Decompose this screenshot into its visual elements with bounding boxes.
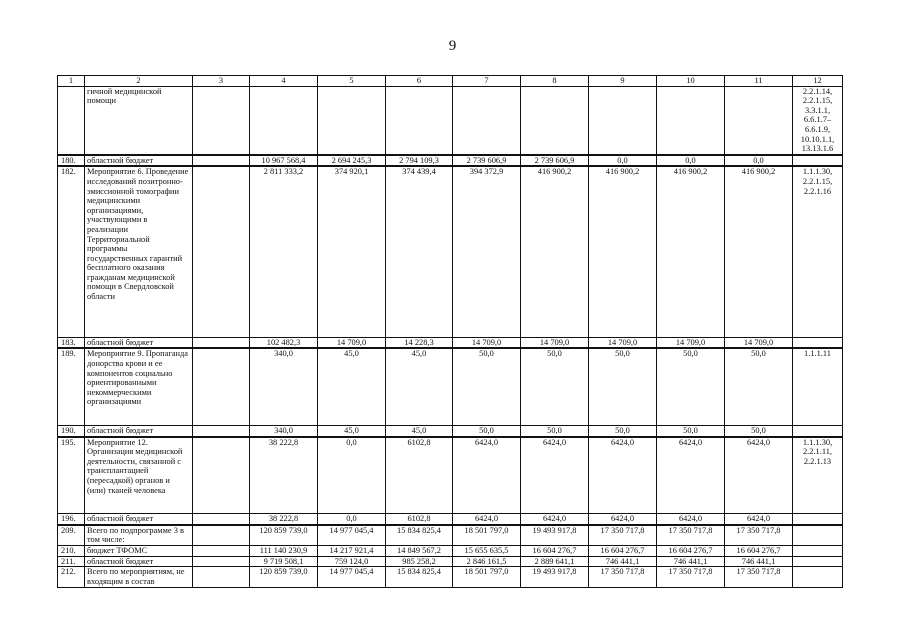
amount-cell: 6424,0 — [453, 514, 521, 525]
amount-cell: 14 709,0 — [589, 337, 657, 348]
amount-cell — [193, 425, 250, 436]
description-cell: областной бюджет — [85, 556, 193, 567]
amount-cell — [193, 437, 250, 514]
description-cell: областной бюджет — [85, 337, 193, 348]
amount-cell: 14 977 045,4 — [318, 567, 386, 588]
column-header: 5 — [318, 76, 386, 87]
amount-cell: 0,0 — [589, 155, 657, 167]
amount-cell: 746 441,1 — [589, 556, 657, 567]
amount-cell: 9 719 508,1 — [250, 556, 318, 567]
amount-cell: 985 258,2 — [386, 556, 453, 567]
amount-cell — [725, 86, 793, 155]
amount-cell — [193, 348, 250, 425]
amount-cell: 2 846 161,5 — [453, 556, 521, 567]
table-row — [58, 525, 843, 546]
amount-cell: 14 709,0 — [453, 337, 521, 348]
amount-cell — [193, 514, 250, 525]
amount-cell — [589, 86, 657, 155]
amount-cell — [193, 155, 250, 167]
amount-cell — [318, 86, 386, 155]
amount-cell: 16 604 276,7 — [725, 546, 793, 557]
amount-cell: 14 849 567,2 — [386, 546, 453, 557]
amount-cell: 6424,0 — [725, 514, 793, 525]
amount-cell: 50,0 — [725, 348, 793, 425]
column-header: 9 — [589, 76, 657, 87]
target-indicator-cell — [793, 525, 843, 546]
amount-cell: 45,0 — [318, 425, 386, 436]
amount-cell: 120 859 739,0 — [250, 525, 318, 546]
column-header: 12 — [793, 76, 843, 87]
amount-cell: 416 900,2 — [657, 166, 725, 337]
amount-cell — [193, 166, 250, 337]
amount-cell: 6424,0 — [453, 437, 521, 514]
target-indicator-cell: 1.1.1.30, 2.2.1.11, 2.2.1.13 — [793, 437, 843, 514]
amount-cell: 416 900,2 — [521, 166, 589, 337]
table-row — [58, 86, 843, 155]
amount-cell: 6424,0 — [657, 514, 725, 525]
row-number-cell: 210. — [58, 546, 85, 557]
amount-cell: 15 834 825,4 — [386, 567, 453, 588]
column-header: 6 — [386, 76, 453, 87]
amount-cell: 17 350 717,8 — [725, 567, 793, 588]
amount-cell: 18 501 797,0 — [453, 525, 521, 546]
row-number-cell: 212. — [58, 567, 85, 588]
amount-cell: 17 350 717,8 — [589, 567, 657, 588]
amount-cell: 14 228,3 — [386, 337, 453, 348]
row-number-cell: 190. — [58, 425, 85, 436]
table-row — [58, 556, 843, 567]
amount-cell: 16 604 276,7 — [521, 546, 589, 557]
description-cell: областной бюджет — [85, 514, 193, 525]
amount-cell: 340,0 — [250, 425, 318, 436]
amount-cell: 394 372,9 — [453, 166, 521, 337]
amount-cell: 50,0 — [657, 348, 725, 425]
amount-cell — [193, 556, 250, 567]
table-row — [58, 546, 843, 557]
table-row — [58, 425, 843, 436]
amount-cell: 2 794 109,3 — [386, 155, 453, 167]
table-row — [58, 155, 843, 167]
amount-cell: 6102,8 — [386, 514, 453, 525]
description-cell: гичной медицинской помощи — [85, 86, 193, 155]
column-header: 11 — [725, 76, 793, 87]
amount-cell — [193, 337, 250, 348]
amount-cell: 18 501 797,0 — [453, 567, 521, 588]
description-cell: областной бюджет — [85, 155, 193, 167]
amount-cell — [250, 86, 318, 155]
amount-cell — [386, 86, 453, 155]
amount-cell: 2 889 641,1 — [521, 556, 589, 567]
amount-cell: 416 900,2 — [589, 166, 657, 337]
amount-cell: 45,0 — [386, 348, 453, 425]
amount-cell: 17 350 717,8 — [657, 525, 725, 546]
amount-cell: 374 439,4 — [386, 166, 453, 337]
amount-cell: 374 920,1 — [318, 166, 386, 337]
amount-cell: 17 350 717,8 — [725, 525, 793, 546]
target-indicator-cell — [793, 556, 843, 567]
row-number-cell: 180. — [58, 155, 85, 167]
amount-cell — [453, 86, 521, 155]
amount-cell: 120 859 739,0 — [250, 567, 318, 588]
amount-cell: 45,0 — [386, 425, 453, 436]
amount-cell: 416 900,2 — [725, 166, 793, 337]
description-cell: областной бюджет — [85, 425, 193, 436]
amount-cell: 38 222,8 — [250, 437, 318, 514]
amount-cell: 50,0 — [521, 348, 589, 425]
column-header: 2 — [85, 76, 193, 87]
amount-cell: 2 739 606,9 — [521, 155, 589, 167]
amount-cell: 0,0 — [657, 155, 725, 167]
table-row — [58, 567, 843, 588]
row-number-cell: 195. — [58, 437, 85, 514]
amount-cell: 50,0 — [657, 425, 725, 436]
description-cell: Мероприятие 6. Проведение исследований позитронно-эмиссионной томографии медицинскими организациями, участвующими в реализации Территориальной программы государственных гарантий бесплатного оказания гражданам медицинской помощи в Свердловской области — [85, 166, 193, 337]
amount-cell: 2 811 333,2 — [250, 166, 318, 337]
target-indicator-cell — [793, 514, 843, 525]
amount-cell: 759 124,0 — [318, 556, 386, 567]
amount-cell — [193, 86, 250, 155]
target-indicator-cell — [793, 155, 843, 167]
amount-cell: 14 217 921,4 — [318, 546, 386, 557]
amount-cell: 102 482,3 — [250, 337, 318, 348]
amount-cell: 0,0 — [318, 514, 386, 525]
amount-cell: 15 834 825,4 — [386, 525, 453, 546]
column-header: 8 — [521, 76, 589, 87]
amount-cell: 6102,8 — [386, 437, 453, 514]
amount-cell: 14 709,0 — [725, 337, 793, 348]
amount-cell — [193, 567, 250, 588]
amount-cell: 746 441,1 — [657, 556, 725, 567]
amount-cell: 6424,0 — [657, 437, 725, 514]
amount-cell: 6424,0 — [589, 514, 657, 525]
amount-cell: 19 493 917,8 — [521, 525, 589, 546]
target-indicator-cell — [793, 567, 843, 588]
amount-cell: 50,0 — [589, 348, 657, 425]
amount-cell — [193, 525, 250, 546]
amount-cell: 17 350 717,8 — [589, 525, 657, 546]
table-header-row — [58, 76, 843, 87]
column-header: 4 — [250, 76, 318, 87]
target-indicator-cell: 1.1.1.30, 2.2.1.15, 2.2.1.16 — [793, 166, 843, 337]
amount-cell: 45,0 — [318, 348, 386, 425]
table-row — [58, 348, 843, 425]
amount-cell: 14 709,0 — [521, 337, 589, 348]
amount-cell: 0,0 — [318, 437, 386, 514]
amount-cell: 50,0 — [521, 425, 589, 436]
amount-cell: 746 441,1 — [725, 556, 793, 567]
amount-cell: 10 967 568,4 — [250, 155, 318, 167]
amount-cell: 50,0 — [453, 348, 521, 425]
amount-cell: 2 694 245,3 — [318, 155, 386, 167]
row-number-cell: 196. — [58, 514, 85, 525]
amount-cell: 15 655 635,5 — [453, 546, 521, 557]
amount-cell: 6424,0 — [521, 437, 589, 514]
amount-cell: 50,0 — [453, 425, 521, 436]
row-number-cell: 211. — [58, 556, 85, 567]
amount-cell: 14 709,0 — [318, 337, 386, 348]
description-cell: Мероприятие 12. Организация медицинской деятельности, связанной с трансплантацией (пересадкой) органов и (или) тканей человека — [85, 437, 193, 514]
row-number-cell: 183. — [58, 337, 85, 348]
row-number-cell: 189. — [58, 348, 85, 425]
description-cell: Мероприятие 9. Пропаганда донорства крови и ее компонентов социально ориентированными некоммерческими организациями — [85, 348, 193, 425]
budget-table — [57, 75, 843, 588]
column-header: 10 — [657, 76, 725, 87]
amount-cell — [657, 86, 725, 155]
amount-cell: 6424,0 — [725, 437, 793, 514]
page-number: 9 — [448, 38, 457, 54]
table-row — [58, 166, 843, 337]
table-row — [58, 337, 843, 348]
column-header: 1 — [58, 76, 85, 87]
amount-cell: 14 977 045,4 — [318, 525, 386, 546]
amount-cell: 38 222,8 — [250, 514, 318, 525]
amount-cell: 16 604 276,7 — [657, 546, 725, 557]
row-number-cell — [58, 86, 85, 155]
description-cell: Всего по мероприятиям, не входящим в состав — [85, 567, 193, 588]
amount-cell: 17 350 717,8 — [657, 567, 725, 588]
table-row — [58, 514, 843, 525]
amount-cell — [193, 546, 250, 557]
amount-cell: 19 493 917,8 — [521, 567, 589, 588]
target-indicator-cell — [793, 546, 843, 557]
row-number-cell: 182. — [58, 166, 85, 337]
table-row — [58, 437, 843, 514]
amount-cell: 50,0 — [589, 425, 657, 436]
description-cell: Всего по подпрограмме 3 в том числе: — [85, 525, 193, 546]
description-cell: бюджет ТФОМС — [85, 546, 193, 557]
amount-cell: 2 739 606,9 — [453, 155, 521, 167]
target-indicator-cell: 1.1.1.11 — [793, 348, 843, 425]
amount-cell: 340,0 — [250, 348, 318, 425]
column-header: 7 — [453, 76, 521, 87]
amount-cell: 0,0 — [725, 155, 793, 167]
amount-cell: 50,0 — [725, 425, 793, 436]
amount-cell: 14 709,0 — [657, 337, 725, 348]
target-indicator-cell — [793, 425, 843, 436]
target-indicator-cell — [793, 337, 843, 348]
amount-cell: 6424,0 — [521, 514, 589, 525]
amount-cell: 111 140 230,9 — [250, 546, 318, 557]
row-number-cell: 209. — [58, 525, 85, 546]
amount-cell: 6424,0 — [589, 437, 657, 514]
amount-cell: 16 604 276,7 — [589, 546, 657, 557]
amount-cell — [521, 86, 589, 155]
target-indicator-cell: 2.2.1.14, 2.2.1.15, 3.3.1.1, 6.6.1.7–6.6.1.9, 10.10.1.1, 13.13.1.6 — [793, 86, 843, 155]
column-header: 3 — [193, 76, 250, 87]
